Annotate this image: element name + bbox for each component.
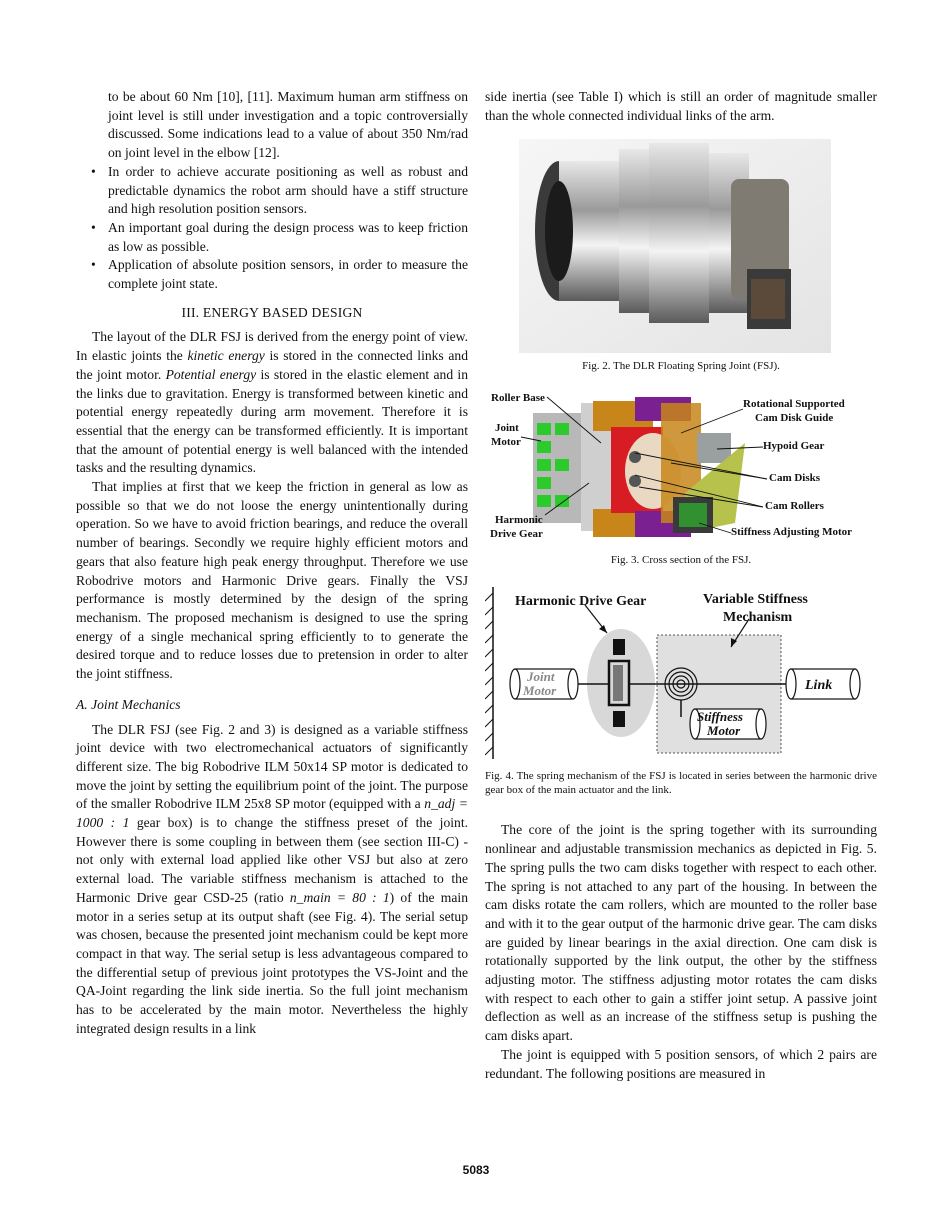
label-stiffness-motor-1: Stiffness (697, 709, 743, 725)
label-harmonic-1: Harmonic (495, 514, 543, 527)
label-roller-base: Roller Base (491, 392, 545, 405)
cross-section-diagram (485, 383, 877, 547)
label-stiffness-motor-2: Motor (707, 723, 741, 739)
fig4-schematic (485, 583, 877, 763)
label-joint-motor-1: Joint (495, 422, 519, 435)
label-joint-motor-2: Motor (523, 683, 557, 699)
fig4-caption: Fig. 4. The spring mechanism of the FSJ is located in series between the harmonic drive gear box of the main actuator and the link. (485, 770, 877, 797)
joint-photo-image (519, 139, 831, 353)
bullet-item: • An important goal during the design process was to keep friction as low as possible. (91, 219, 468, 254)
page-number: 5083 (462, 1163, 490, 1177)
fig3-caption: Fig. 3. Cross section of the FSJ. (610, 554, 752, 567)
fig2-caption: Fig. 2. The DLR Floating Spring Joint (FSJ). (582, 360, 780, 373)
label-cam-disks: Cam Disks (769, 472, 821, 485)
section-title: III. ENERGY BASED DESIGN (181, 304, 363, 320)
paragraph: The core of the joint is the spring together with its surrounding nonlinear and adjustable transmission mechanics as depicted in Fig. 5. The spring pulls the two cam disks together with respect to each other. The spring is not attached to any part of the housing. In between the cam disks rotate the cam rollers, which are mounted to the roller base and with it to the gear output of the harmonic drive gear. The cam disks are guided by linear bearings in the axial direction. One cam disk is rotationally supported by the link output, the other by the stiffness adjusting motor. The stiffness adjusting motor rotates the cam disks with respect to each other to gain a stiffer joint setup. A passive joint deflection as well as an increase of the stiffness setup is pushing the cam disks apart. (485, 822, 877, 1044)
label-stiffness-motor: Stiffness Adjusting Motor (731, 526, 853, 539)
paragraph: The DLR FSJ (see Fig. 2 and 3) is designed as a variable stiffness joint device with two electromechanical actuators of significantly different size. The big Robodrive ILM 50x14 SP motor is dedicated to move the joint by setting the equilibrium point of the joint. The purpose of the smaller Robodrive ILM 25x8 SP motor (equipped with a n_adj = 1000 : 1 gear box) is to change the stiffness preset of the joint. However there is some coupling in between them (see section III-C) - not only with external load applied like other VSJ but also at zero external load. The variable stiffness mechanism is attached to the Harmonic Drive gear CSD-25 (ratio n_main = 80 : 1) of the main motor in a series setup at its output shaft (see Fig. 4). The serial setup was chosen, because the presented joint mechanism could be kept more compact in that way. The serial setup is less advantageous compared to the differential setup of previous joint prototypes the VS-Joint and the QA-Joint regarding the link side inertia. So the full joint mechanism has to be accelerated by the main motor. Nevertheless the highly integrated design results in a link (76, 721, 468, 1036)
right-column (485, 88, 877, 1083)
label-cam-rollers: Cam Rollers (765, 500, 824, 513)
spring-mechanism-diagram (485, 583, 877, 763)
label-hypoid-gear: Hypoid Gear (763, 440, 825, 453)
label-vsm-2: Mechanism (723, 610, 793, 626)
subsection-title: A. Joint Mechanics (76, 696, 181, 712)
fig3-cross-section (485, 383, 877, 547)
label-harmonic-2: Drive Gear (490, 528, 543, 541)
label-link: Link (805, 678, 833, 694)
paragraph: side inertia (see Table I) which is still an order of magnitude smaller than the whole connected individual links of the arm. (485, 89, 877, 123)
label-cam-disk-guide-1: Rotational Supported (743, 398, 845, 411)
bullet-continued: to be about 60 Nm [10], [11]. Maximum human arm stiffness on joint level is still under investigation and a topic controversially discussed. Some indications lead to a value of about 350 Nm/rad on joint level in the elbow [12]. (108, 89, 468, 161)
label-cam-disk-guide-2: Cam Disk Guide (755, 412, 834, 425)
paragraph: The joint is equipped with 5 position sensors, of which 2 pairs are redundant. The following positions are measured in (485, 1046, 877, 1081)
bullet-list (76, 88, 468, 294)
paragraph: That implies at first that we keep the friction in general as low as possible so that we do not loose the energy unintentionally during operation. So we have to avoid friction bearings, and reduce the overall number of bearings. Secondly we require highly efficient motors and gears that also feature high peak energy throughput. Therefore we use Robodrive motors and Harmonic Drive gears. Finally the VSJ performance is mostly determined by the design of the spring mechanism. The proposed mechanism is designed to use the spring energy of a single mechanical spring efficiently to to generate the desired torque and to reduce losses due to pretension in order to alter the joint stiffness. (76, 479, 468, 682)
label-vsm-1: Variable Stiffness (703, 592, 808, 608)
paragraph: The layout of the DLR FSJ is derived from the energy point of view. In elastic joints the kinetic energy is stored in the connected links and the joint motor. Potential energy is stored in the elastic element and in the links due to gravitation. Energy is transformed between kinetic and potential energy repeatedly during arm movement. Therefore it is essential that the energy can be transformed efficiently. It is important that the amount of potential energy is well balanced with the intended tasks and the resulting dynamics. (76, 329, 468, 476)
bullet-item: • In order to achieve accurate positioning as well as robust and predictable dynamics the robot arm should have a stiff structure and high resolution position sensors. (91, 163, 468, 217)
fig2-photo (519, 139, 831, 353)
label-joint-motor-2: Motor (491, 436, 521, 449)
left-column (76, 88, 468, 1038)
label-joint-motor-1: Joint (527, 669, 555, 685)
label-harmonic-drive-gear: Harmonic Drive Gear (515, 594, 647, 610)
bullet-item: • Application of absolute position sensors, in order to measure the complete joint state. (91, 257, 468, 292)
